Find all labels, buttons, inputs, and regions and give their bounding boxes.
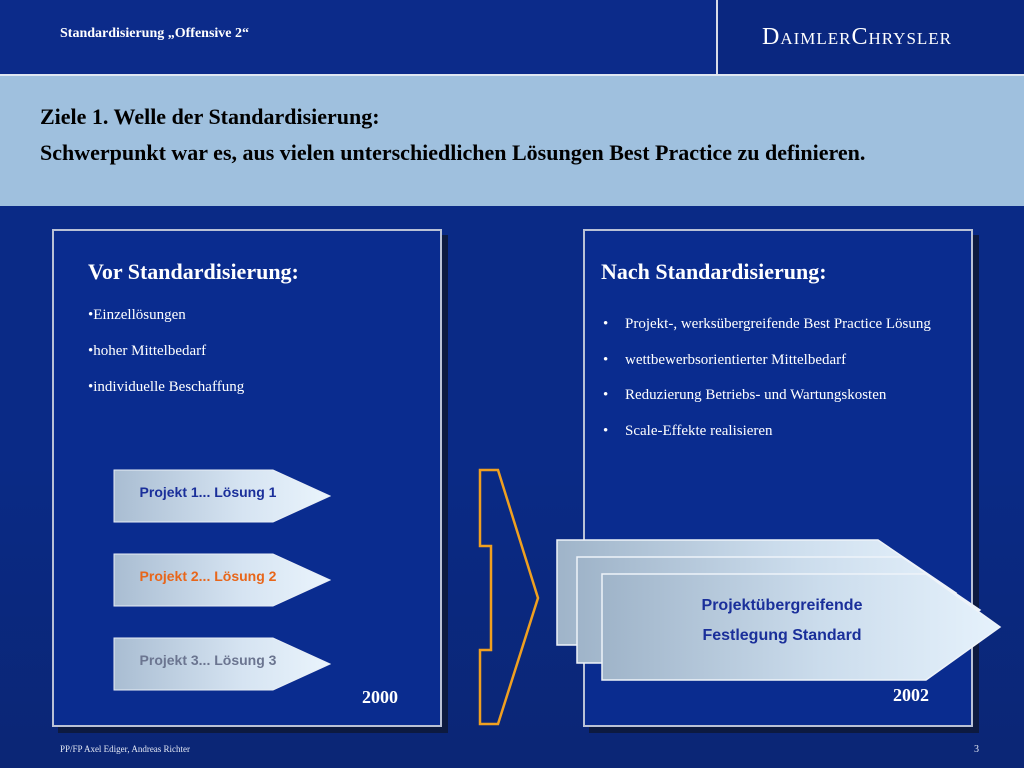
year-label: 2000 (362, 687, 398, 707)
list-item-text: Scale-Effekte realisieren (625, 422, 773, 439)
bullet: • (603, 387, 609, 403)
slide-subtitle: Schwerpunkt war es, aus vielen unterschiedlichen Lösungen Best Practice zu definieren. (40, 140, 866, 165)
standard-label-line2: Festlegung Standard (702, 627, 862, 644)
before-heading: Vor Standardisierung: (88, 259, 299, 284)
year-label: 2002 (893, 685, 929, 705)
daimlerchrysler-logo: DaimlerChrysler (762, 24, 953, 50)
before-list (88, 307, 244, 415)
list-item-text: wettbewerbsorientierter Mittelbedarf (625, 351, 847, 368)
list-item-text: Reduzierung Betriebs- und Wartungskosten (625, 387, 887, 403)
list-item: •hoher Mittelbedarf (88, 343, 207, 359)
standard-arrow-stack (556, 539, 1002, 681)
bullet: • (603, 316, 609, 332)
arrow-label: Projekt 2... Lösung 2 (139, 568, 277, 584)
after-heading: Nach Standardisierung: (601, 259, 827, 284)
breadcrumb: Standardisierung „Offensive 2“ (60, 26, 250, 41)
list-item (603, 414, 963, 450)
list-item (603, 307, 963, 343)
arrow-label: Projekt 1... Lösung 1 (139, 484, 277, 500)
header-divider (716, 0, 718, 74)
list-item (603, 378, 963, 414)
slide-title: Ziele 1. Welle der Standardisierung: (40, 104, 380, 129)
standard-label-line1: Projektübergreifende (701, 597, 863, 614)
list-item-text: Projekt-, werksübergreifende Best Practice Lösung (625, 316, 931, 332)
project-2-arrow (113, 553, 331, 607)
list-item (603, 343, 963, 379)
title-band (0, 74, 1024, 206)
project-1-arrow (113, 469, 331, 523)
footer-authors: PP/FP Axel Ediger, Andreas Richter (60, 744, 191, 754)
bullet: • (603, 422, 609, 439)
transition-arrow-icon (476, 468, 540, 726)
list-item: •individuelle Beschaffung (88, 379, 245, 395)
arrow-label: Projekt 3... Lösung 3 (139, 652, 277, 668)
after-list (603, 307, 963, 449)
list-item: •Einzellösungen (88, 307, 186, 323)
page-number: 3 (974, 744, 979, 755)
bullet: • (603, 351, 609, 368)
project-3-arrow (113, 637, 331, 691)
